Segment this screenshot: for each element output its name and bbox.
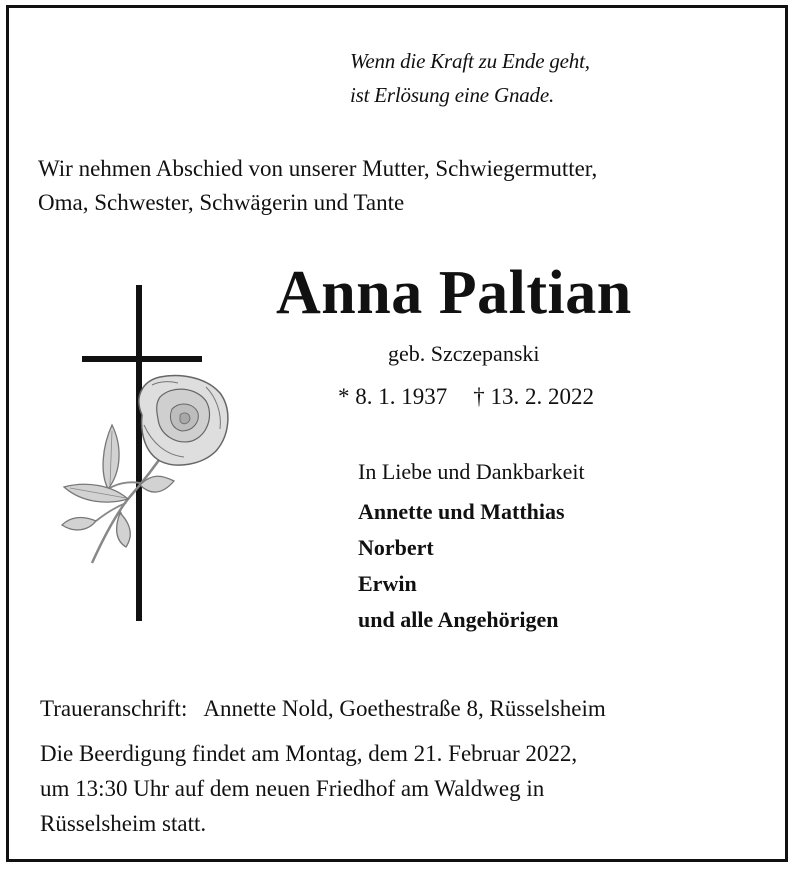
cross-and-rose <box>56 285 246 629</box>
funeral-notice <box>40 736 577 841</box>
mourner-name: Norbert <box>358 535 434 560</box>
intro-line-2: Oma, Schwester, Schwägerin und Tante <box>38 190 405 215</box>
birth-date: * 8. 1. 1937 <box>338 384 448 409</box>
life-dates <box>338 380 594 414</box>
funeral-line-1: Die Beerdigung findet am Montag, dem 21. Februar 2022, <box>40 741 578 766</box>
mourners-greeting: In Liebe und Dankbarkeit <box>358 459 585 484</box>
deceased-name: Anna Paltian <box>276 259 632 327</box>
mourner-name: und alle Angehörigen <box>358 607 559 632</box>
maiden-name: geb. Szczepanski <box>388 341 540 366</box>
intro-text <box>38 152 597 220</box>
cross-icon <box>56 285 246 625</box>
motto-line-2: ist Erlösung eine Gnade. <box>350 83 555 107</box>
rose-icon <box>62 376 228 563</box>
intro-line-1: Wir nehmen Abschied von unserer Mutter, Schwiegermutter, <box>38 156 598 181</box>
funeral-line-2: um 13:30 Uhr auf dem neuen Friedhof am Waldweg in <box>40 776 545 801</box>
death-date: † 13. 2. 2022 <box>473 384 594 409</box>
motto-verse <box>350 44 590 112</box>
motto-line-1: Wenn die Kraft zu Ende geht, <box>350 49 590 73</box>
condolence-address <box>40 692 606 726</box>
mourners-block <box>358 454 585 638</box>
mourner-name: Erwin <box>358 571 417 596</box>
address-label: Traueranschrift: <box>40 696 188 721</box>
funeral-line-3: Rüsselsheim statt. <box>40 811 207 836</box>
mourner-name: Annette und Matthias <box>358 499 565 524</box>
address-value: Annette Nold, Goethestraße 8, Rüsselsheim <box>203 696 606 721</box>
